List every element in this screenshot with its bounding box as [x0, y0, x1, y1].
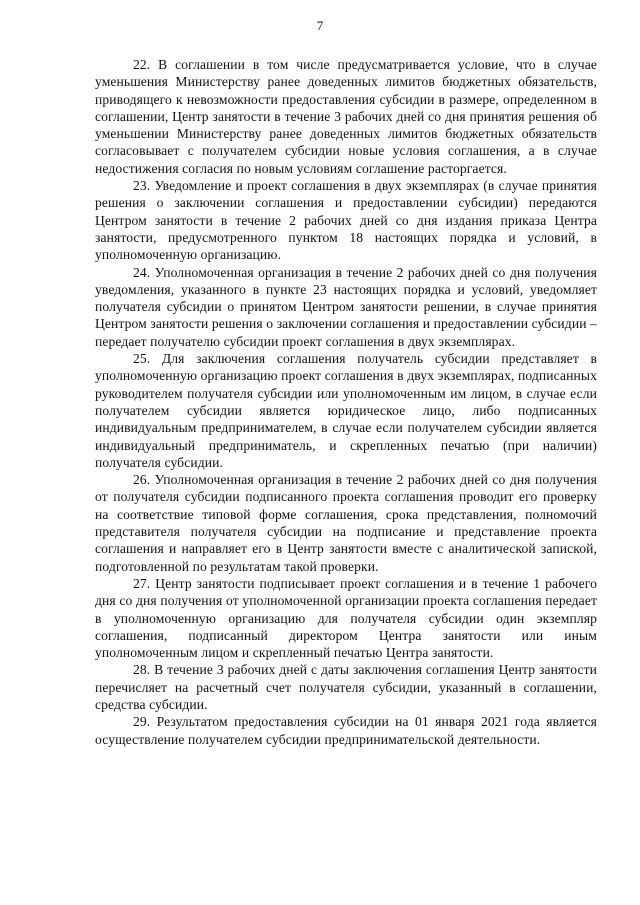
paragraph-24: 24. Уполномоченная организация в течение 2 рабочих дней со дня получения уведомления, указанного в пункте 23 настоящих порядка и условий, уведомляет получателя субсидии о принятом Центром занятости решении, в случае принятия Центром занятости решения о заключении соглашения и предоставлении субсидии – передает получателю субсидии проект соглашения в двух экземплярах. [95, 264, 597, 349]
paragraph-25: 25. Для заключения соглашения получатель субсидии представляет в уполномоченную организацию проект соглашения в двух экземплярах, подписанных руководителем получателя субсидии или уполномоченным им лицом, в случае если получателем субсидии является юридическое лицо, либо подписанных индивидуальным предпринимателем, в случае если получателем субсидии является индивидуальный предприниматель, и скрепленных печатью (при наличии) получателя субсидии. [95, 351, 597, 470]
paragraph-28: 28. В течение 3 рабочих дней с даты заключения соглашения Центр занятости перечисляет на расчетный счет получателя субсидии, указанный в соглашении, средства субсидии. [95, 662, 597, 712]
document-body [95, 56, 597, 748]
paragraph-29: 29. Результатом предоставления субсидии на 01 января 2021 года является осуществление получателем субсидии предпринимательской деятельности. [95, 714, 597, 747]
page-number: 7 [316, 18, 324, 33]
paragraph-22: 22. В соглашении в том числе предусматривается условие, что в случае уменьшения Министерству ранее доведенных лимитов бюджетных обязательств, приводящего к невозможности предоставления субсидии в размере, определенном в соглашении, Центр занятости в течение 3 рабочих дней со дня принятия решения об уменьшении Министерству ранее доведенных лимитов бюджетных обязательств согласовывает с получателем субсидии новые условия соглашения, а в случае недостижения согласия по новым условиям соглашение расторгается. [95, 57, 597, 176]
paragraph-27: 27. Центр занятости подписывает проект соглашения и в течение 1 рабочего дня со дня получения от уполномоченной организации проекта соглашения передает в уполномоченную организацию для получателя субсидии один экземпляр соглашения, подписанный директором Центра занятости или иным уполномоченным лицом и скрепленный печатью Центра занятости. [95, 575, 597, 661]
paragraph-23: 23. Уведомление и проект соглашения в двух экземплярах (в случае принятия решения о заключении соглашения и предоставлении субсидии) передаются Центром занятости в течение 2 рабочих дней со дня издания приказа Центра занятости, предусмотренного пунктом 18 настоящих порядка и условий, в уполномоченную организацию. [95, 178, 597, 263]
paragraph-26: 26. Уполномоченная организация в течение 2 рабочих дней со дня получения от получателя субсидии подписанного проекта соглашения проводит его проверку на соответствие типовой форме соглашения, срока представления, полномочий представителя получателя субсидии на подписание и представление проекта соглашения и направляет его в Центр занятости вместе с аналитической запиской, подготовленной по результатам такой проверки. [95, 472, 597, 574]
